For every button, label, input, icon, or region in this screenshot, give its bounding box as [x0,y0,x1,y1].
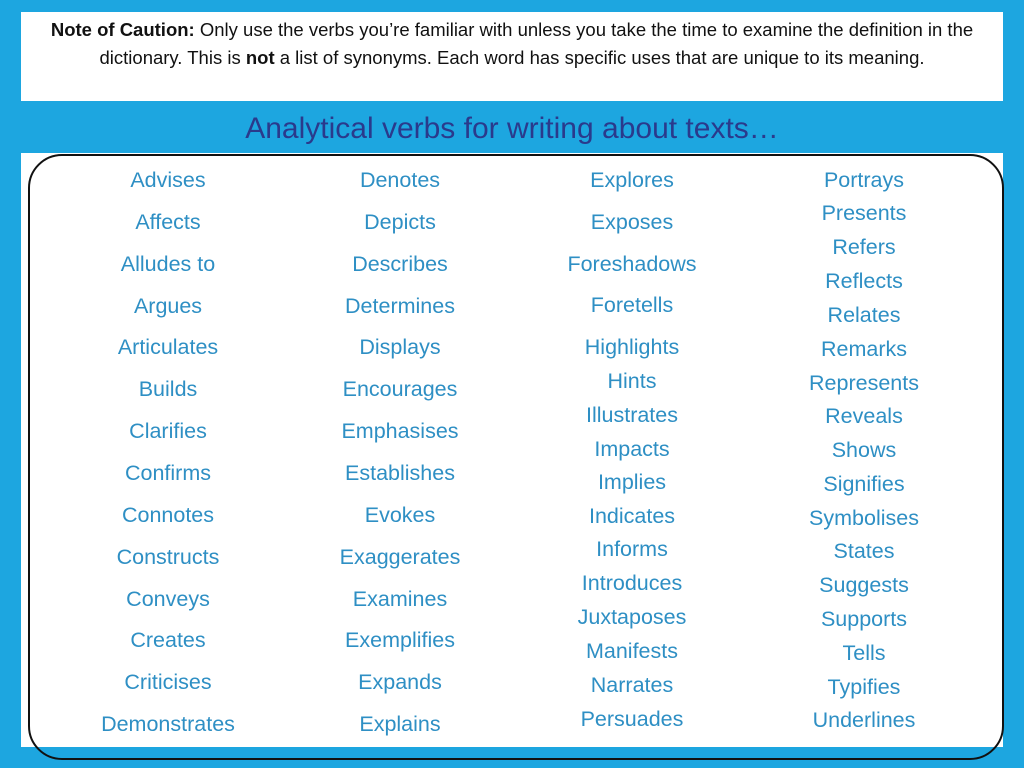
caution-text-1: Only use the verbs you’re familiar with unless you take the time to examine the definition in the dictionary. This is [99,19,974,68]
verb-word: Represents [809,371,919,395]
verb-word: Criticises [124,670,212,695]
caution-label: Note of Caution: [50,19,195,40]
verb-word: Denotes [359,168,441,192]
verb-word: Articulates [117,335,219,360]
caution-text-2: a list of synonyms. Each word has specific uses that are unique to its meaning. [274,47,925,68]
verb-word: Relates [827,303,901,327]
verb-word: Emphasises [341,419,459,444]
verb-word: Advises [130,168,206,192]
verb-word: Exaggerates [339,544,461,569]
verb-word: Typifies [827,675,901,699]
verb-word: Confirms [124,460,211,485]
verb-word: Introduces [581,571,683,595]
verb-word: Exposes [590,210,674,234]
verb-word: Refers [832,235,896,259]
page-title: Analytical verbs for writing about texts… [245,112,779,145]
verb-word: Indicates [588,504,676,528]
verb-word: Creates [130,628,206,653]
verb-word: Illustrates [585,403,678,427]
verb-word: Depicts [364,209,436,234]
verb-word: Underlines [812,708,916,732]
verb-word: Expands [358,670,442,695]
verb-word: Establishes [345,460,455,485]
verb-word: Foreshadows [567,252,697,276]
verb-word: Argues [133,293,203,318]
verb-word: Affects [135,209,201,234]
caution-note [21,12,1003,101]
verb-word: Hints [607,369,657,393]
verb-word: States [833,539,895,563]
verb-word: Conveys [126,586,210,611]
verb-word: Signifies [823,472,905,496]
verb-word: Determines [345,293,455,318]
verb-word: Shows [831,438,897,462]
verb-word: Manifests [585,639,678,663]
verb-word: Supports [820,607,908,631]
verb-word: Narrates [590,673,674,697]
verb-word: Exemplifies [345,628,455,653]
verb-word: Presents [821,201,907,225]
caution-emphasis: not [245,47,275,68]
verb-word: Explores [590,168,674,192]
verb-word: Examines [352,586,448,611]
verb-word: Implies [597,470,667,494]
verb-word: Explains [359,712,441,737]
verb-word: Evokes [364,502,436,527]
verb-word: Constructs [116,544,220,569]
verb-word: Impacts [594,437,670,461]
verb-word: Juxtaposes [577,605,687,629]
verb-word: Connotes [121,502,215,527]
verb-word: Describes [352,251,448,276]
verb-word: Reveals [825,404,903,428]
verb-word: Informs [596,537,668,561]
verb-word: Tells [842,641,886,665]
verb-word: Demonstrates [101,712,235,737]
verb-word: Alludes to [120,251,216,276]
verb-word: Encourages [342,377,458,402]
verb-word: Builds [138,377,198,402]
verb-word: Remarks [820,337,907,361]
verb-word: Clarifies [129,419,207,444]
verb-word: Highlights [584,335,680,359]
verb-word: Persuades [580,707,684,731]
verb-word: Displays [359,335,441,360]
verb-word: Reflects [825,269,903,293]
verb-word: Suggests [819,573,909,597]
verb-word: Symbolises [809,506,919,530]
verb-word: Portrays [823,168,905,192]
verb-word: Foretells [590,293,674,317]
